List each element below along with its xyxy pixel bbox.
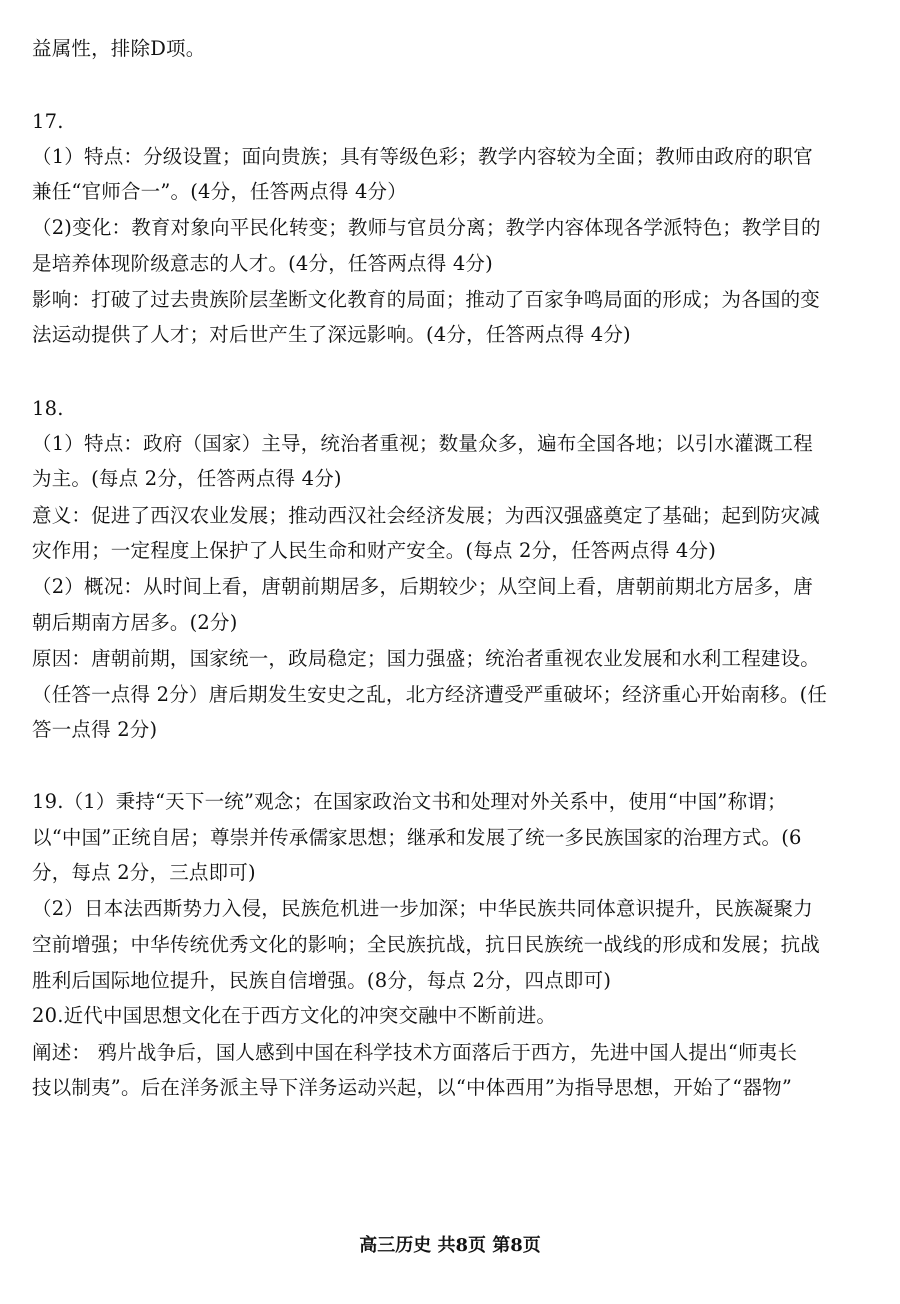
text-line: 分，每点 2分，三点即可) [32, 861, 256, 884]
text-line: （1）特点：分级设置；面向贵族；具有等级色彩；教学内容较为全面；教师由政府的职官 [32, 145, 813, 168]
text-line: （1）特点：政府（国家）主导，统治者重视；数量众多，遍布全国各地；以引水灌溉工程 [32, 432, 813, 455]
text-line: （2）概况：从时间上看，唐朝前期居多，后期较少；从空间上看，唐朝前期北方居多，唐 [32, 575, 813, 598]
text-line: 灾作用；一定程度上保护了人民生命和财产安全。(每点 2分，任答两点得 4分) [32, 539, 717, 562]
text-line: 空前增强；中华传统优秀文化的影响；全民族抗战，抗日民族统一战线的形成和发展；抗战 [32, 933, 821, 956]
question-17-number: 17. [32, 110, 64, 133]
text-line: 是培养体现阶级意志的人才。(4分，任答两点得 4分) [32, 252, 493, 275]
text-line: 兼任“官师合一”。(4分，任答两点得 4分） [32, 180, 407, 203]
text-line: 原因：唐朝前期，国家统一，政局稳定；国力强盛；统治者重视农业发展和水利工程建设。 [32, 647, 821, 670]
text-line: 影响：打破了过去贵族阶层垄断文化教育的局面；推动了百家争鸣局面的形成；为各国的变 [32, 288, 821, 311]
text-line: 以“中国”正统自居；尊崇并传承儒家思想；继承和发展了统一多民族国家的治理方式。(6 [32, 826, 802, 849]
text-line: 益属性，排除D项。 [32, 37, 206, 60]
text-line: 朝后期南方居多。(2分) [32, 611, 238, 634]
text-line: 答一点得 2分) [32, 718, 158, 741]
question-20-line: 20.近代中国思想文化在于西方文化的冲突交融中不断前进。 [32, 1004, 557, 1027]
text-line: 意义：促进了西汉农业发展；推动西汉社会经济发展；为西汉强盛奠定了基础；起到防灾减 [32, 504, 821, 527]
page-footer: 高三历史 共8页 第8页 [359, 1235, 541, 1256]
text-line: 技以制夷”。后在洋务派主导下洋务运动兴起，以“中体西用”为指导思想，开始了“器物” [32, 1076, 793, 1099]
text-line: 为主。(每点 2分，任答两点得 4分) [32, 467, 342, 490]
text-line: （2）日本法西斯势力入侵，民族危机进一步加深；中华民族共同体意识提升，民族凝聚力 [32, 897, 813, 920]
text-line: （任答一点得 2分）唐后期发生安史之乱，北方经济遭受严重破坏；经济重心开始南移。(任 [32, 683, 828, 706]
question-19-line: 19.（1）秉持“天下一统”观念；在国家政治文书和处理对外关系中，使用“中国”称谓； [32, 790, 787, 813]
text-line: （2)变化：教育对象向平民化转变；教师与官员分离；教学内容体现各学派特色；教学目的 [32, 216, 821, 239]
text-line: 胜利后国际地位提升，民族自信增强。(8分，每点 2分，四点即可) [32, 969, 612, 992]
question-18-number: 18. [32, 397, 64, 420]
text-line: 阐述： 鸦片战争后，国人感到中国在科学技术方面落后于西方，先进中国人提出“师夷长 [32, 1041, 798, 1064]
text-line: 法运动提供了人才；对后世产生了深远影响。(4分，任答两点得 4分) [32, 323, 631, 346]
